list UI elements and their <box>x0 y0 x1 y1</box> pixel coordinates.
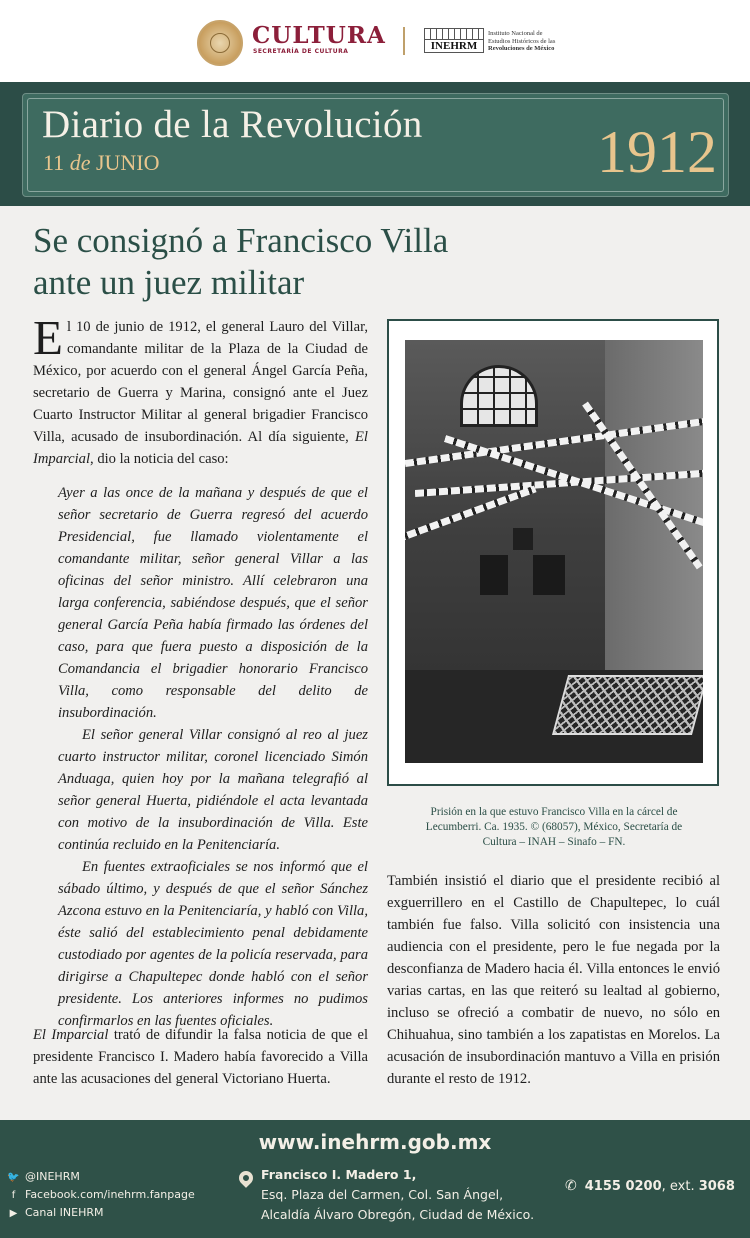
quote-paragraph: En fuentes extraoficiales se nos informó que el sábado último, y después de que el señor Sánchez Azcona estuvo en la Penitenciaría, y habló con Villa, éste salió del establecimiento penal debidamente custodiado por agentes de la policía reservada, para dirigirse a Chapultepec donde habló con el señor presidente. Los anteriores informes no pudimos confirmarlos en las fuentes oficiales. <box>58 859 368 1029</box>
article-lede: El 10 de junio de 1912, el general Lauro del Villar, comandante militar de la Plaza de la Ciudad de México, por acuerdo con el general Ángel García Peña, secretario de Guerra y Marina, consignó ante el Juez Cuarto Instructor Militar al general brigadier Francisco Villa, acusado de insubordinación. Al día siguiente, El Imparcial, dio la noticia del caso: <box>33 310 368 467</box>
issue-date: 11 de JUNIO <box>43 150 160 175</box>
quote-paragraph: El señor general Villar consignó al reo al juez cuarto instructor militar, coronel licenciado Simón Anduaga, quien hoy por la mañana telegrafió al señor general Huerta, pidiéndole el acta levantada con motivo de la insubordinación de Villa. Este continúa recluido en la Penitenciaría. <box>58 727 368 853</box>
facebook-icon: f <box>11 1190 16 1201</box>
bed-frame <box>552 675 703 735</box>
youtube-icon: ▶ <box>9 1208 18 1219</box>
youtube-link[interactable]: ▶ Canal INEHRM <box>7 1206 104 1219</box>
phone-icon: ✆ <box>565 1178 577 1194</box>
facebook-link[interactable]: f Facebook.com/inehrm.fanpage <box>7 1188 195 1201</box>
article-right-column: También insistió el diario que el presidente recibió al exguerrillero en el Castillo de Chapultepec, lo cuál también fue falso. Villa solicitó con insistencia una audiencia con el presidente, pero le fue negada por la desconfianza de Madero hacia él. Villa entonces le envió varias cartas, en las que reiteró su lealtad al gobierno, incluso se ofreció a combatir de nuevo, no sólo en Chihuahua, sino también a los zapatistas en Morelos. La acusación de insubordinación mantuvo a Villa en prisión durante el resto de 1912. <box>387 873 720 1087</box>
website-link[interactable]: www.inehrm.gob.mx <box>258 1130 492 1154</box>
address: Francisco I. Madero 1, Esq. Plaza del Carmen, Col. San Ángel, Alcaldía Álvaro Obregón, Ciudad de México. <box>261 1167 535 1222</box>
drop-cap: E <box>33 310 63 365</box>
inehrm-logo[interactable]: INEHRM <box>424 39 484 53</box>
header-divider <box>403 27 405 55</box>
cultura-logo[interactable]: CULTURA <box>252 22 386 49</box>
twitter-link[interactable]: 🐦 @INEHRM <box>7 1170 80 1183</box>
prison-cell-photo <box>405 340 703 763</box>
photo-caption: Prisión en la que estuvo Francisco Villa en la cárcel de Lecumberri. Ca. 1935. © (68057), México, Secretaría de Cultura – INAH – Sinafo – FN. <box>425 806 683 848</box>
institute-name: Instituto Nacional de Estudios Históricos de las Revoluciones de México <box>488 30 556 52</box>
issue-year: 1912 <box>597 119 717 185</box>
quote-paragraph: Ayer a las once de la mañana y después de que el señor secretario de Guerra regresó del acuerdo Presidencial, fue llamado violentamente el comandante militar, señor general Villar a las oficinas del señor ministro. Allí celebraron una larga conferencia, sabiéndose después, que el señor general García Peña había firmado las órdenes del caso, para que fuera puesto a disposición de la Comandancia el brigadier honorario Francisco Villa, como responsable del delito de insubordinación. <box>58 485 368 721</box>
twitter-icon: 🐦 <box>7 1172 20 1183</box>
series-title: Diario de la Revolución <box>42 103 423 146</box>
article-closing: El Imparcial trató de difundir la falsa noticia de que el presidente Francisco I. Madero había favorecido a Villa ante las acusaciones del general Victoriano Huerta. <box>33 1027 368 1087</box>
secretaria-label: SECRETARÍA DE CULTURA <box>253 48 349 55</box>
article-quote <box>58 482 368 1032</box>
mexico-seal-icon <box>197 20 243 66</box>
article-headline: Se consignó a Francisco Villa ante un juez militar <box>33 221 449 302</box>
phone-number[interactable]: ✆ 4155 0200, ext. 3068 <box>565 1178 735 1194</box>
